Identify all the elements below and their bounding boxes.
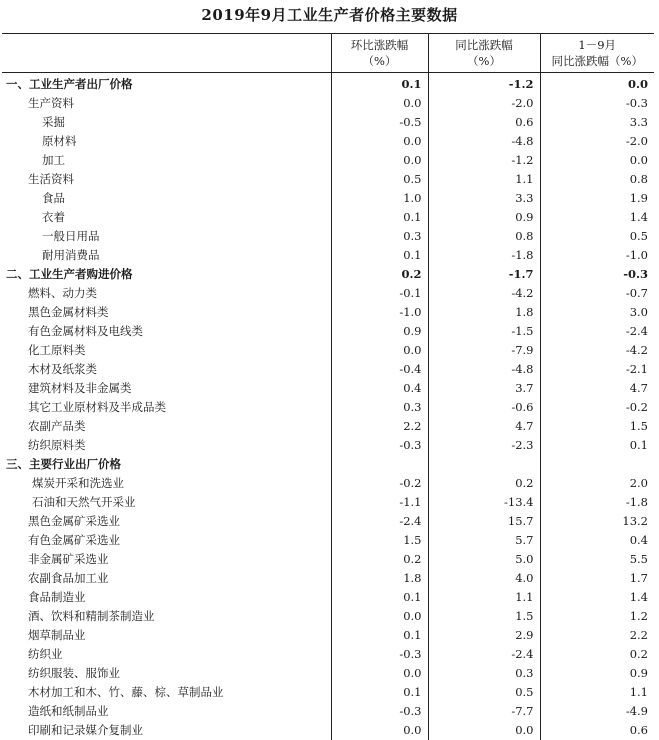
row-label: 黑色金属矿采选业 bbox=[2, 512, 331, 531]
row-label: 烟草制品业 bbox=[2, 626, 331, 645]
ytd-value: 0.6 bbox=[540, 721, 654, 740]
mom-value: 0.0 bbox=[331, 132, 428, 151]
yoy-value: -1.5 bbox=[428, 322, 540, 341]
mom-value: 1.0 bbox=[331, 189, 428, 208]
header-yoy-line1: 同比涨跌幅 bbox=[429, 37, 540, 53]
mom-value: 0.0 bbox=[331, 94, 428, 113]
yoy-value: 0.5 bbox=[428, 683, 540, 702]
mom-value: -0.5 bbox=[331, 113, 428, 132]
mom-value: 0.1 bbox=[331, 626, 428, 645]
table-row bbox=[2, 94, 654, 113]
table-row bbox=[2, 170, 654, 189]
mom-value: 0.0 bbox=[331, 151, 428, 170]
row-label: 建筑材料及非金属类 bbox=[2, 379, 331, 398]
ytd-value: 1.2 bbox=[540, 607, 654, 626]
ytd-value: 1.4 bbox=[540, 588, 654, 607]
mom-value: 0.1 bbox=[331, 246, 428, 265]
table-header bbox=[2, 34, 654, 73]
table-row bbox=[2, 702, 654, 721]
table-row bbox=[2, 398, 654, 417]
ytd-value: 3.3 bbox=[540, 113, 654, 132]
yoy-value: -0.6 bbox=[428, 398, 540, 417]
header-ytd-line1: 1－9月 bbox=[541, 37, 655, 53]
row-label: 燃料、动力类 bbox=[2, 284, 331, 303]
yoy-value: -1.2 bbox=[428, 151, 540, 170]
yoy-value: 5.0 bbox=[428, 550, 540, 569]
table-row bbox=[2, 73, 654, 95]
table-row bbox=[2, 436, 654, 455]
table-row bbox=[2, 493, 654, 512]
row-label: 二、工业生产者购进价格 bbox=[2, 265, 331, 284]
table-row bbox=[2, 132, 654, 151]
yoy-value: 0.9 bbox=[428, 208, 540, 227]
mom-value: 2.2 bbox=[331, 417, 428, 436]
ytd-value: 0.9 bbox=[540, 664, 654, 683]
ytd-value: 1.1 bbox=[540, 683, 654, 702]
mom-value bbox=[331, 455, 428, 474]
mom-value: 0.1 bbox=[331, 208, 428, 227]
mom-value: -0.3 bbox=[331, 702, 428, 721]
table-row bbox=[2, 531, 654, 550]
yoy-value: 0.0 bbox=[428, 721, 540, 740]
mom-value: 0.9 bbox=[331, 322, 428, 341]
mom-value: 0.2 bbox=[331, 550, 428, 569]
ytd-value: -2.0 bbox=[540, 132, 654, 151]
row-label: 生活资料 bbox=[2, 170, 331, 189]
row-label: 原材料 bbox=[2, 132, 331, 151]
yoy-value: -7.7 bbox=[428, 702, 540, 721]
table-row bbox=[2, 417, 654, 436]
header-yoy-column bbox=[428, 34, 540, 73]
table-row bbox=[2, 474, 654, 493]
mom-value: 0.2 bbox=[331, 265, 428, 284]
row-label: 农副食品加工业 bbox=[2, 569, 331, 588]
table-row bbox=[2, 588, 654, 607]
table-body bbox=[2, 73, 654, 740]
yoy-value: 1.8 bbox=[428, 303, 540, 322]
yoy-value: 0.2 bbox=[428, 474, 540, 493]
ytd-value: 1.5 bbox=[540, 417, 654, 436]
row-label: 石油和天然气开采业 bbox=[2, 493, 331, 512]
row-label: 煤炭开采和洗选业 bbox=[2, 474, 331, 493]
mom-value: 0.0 bbox=[331, 721, 428, 740]
header-yoy-line2: （%） bbox=[429, 53, 540, 69]
table-row bbox=[2, 227, 654, 246]
yoy-value: -7.9 bbox=[428, 341, 540, 360]
table-row bbox=[2, 303, 654, 322]
row-label: 其它工业原材料及半成品类 bbox=[2, 398, 331, 417]
row-label: 造纸和纸制品业 bbox=[2, 702, 331, 721]
price-data-table bbox=[2, 33, 654, 740]
yoy-value: 4.7 bbox=[428, 417, 540, 436]
mom-value: -1.1 bbox=[331, 493, 428, 512]
header-mom-column bbox=[331, 34, 428, 73]
table-row bbox=[2, 265, 654, 284]
header-ytd-line2: 同比涨跌幅（%） bbox=[541, 53, 655, 69]
mom-value: -1.0 bbox=[331, 303, 428, 322]
ytd-value: -4.2 bbox=[540, 341, 654, 360]
ytd-value: -0.2 bbox=[540, 398, 654, 417]
ytd-value: -4.9 bbox=[540, 702, 654, 721]
ytd-value: 0.2 bbox=[540, 645, 654, 664]
row-label: 木材加工和木、竹、藤、棕、草制品业 bbox=[2, 683, 331, 702]
mom-value: 0.0 bbox=[331, 607, 428, 626]
row-label: 酒、饮料和精制茶制造业 bbox=[2, 607, 331, 626]
mom-value: 0.0 bbox=[331, 664, 428, 683]
yoy-value: 1.1 bbox=[428, 588, 540, 607]
yoy-value: 3.7 bbox=[428, 379, 540, 398]
ytd-value: -2.1 bbox=[540, 360, 654, 379]
table-row bbox=[2, 550, 654, 569]
yoy-value: -4.8 bbox=[428, 360, 540, 379]
row-label: 食品制造业 bbox=[2, 588, 331, 607]
mom-value: 0.1 bbox=[331, 588, 428, 607]
mom-value: 0.3 bbox=[331, 227, 428, 246]
ytd-value: -0.3 bbox=[540, 265, 654, 284]
row-label: 生产资料 bbox=[2, 94, 331, 113]
table-row bbox=[2, 721, 654, 740]
row-label: 纺织业 bbox=[2, 645, 331, 664]
table-row bbox=[2, 379, 654, 398]
ytd-value: 2.0 bbox=[540, 474, 654, 493]
table-row bbox=[2, 284, 654, 303]
yoy-value: -4.8 bbox=[428, 132, 540, 151]
table-row bbox=[2, 151, 654, 170]
header-mom-line2: （%） bbox=[332, 53, 428, 69]
mom-value: 0.1 bbox=[331, 683, 428, 702]
mom-value: 0.0 bbox=[331, 341, 428, 360]
ytd-value: 0.8 bbox=[540, 170, 654, 189]
table-row bbox=[2, 341, 654, 360]
table-row bbox=[2, 645, 654, 664]
row-label: 纺织原料类 bbox=[2, 436, 331, 455]
mom-value: 0.1 bbox=[331, 73, 428, 95]
ytd-value: -0.3 bbox=[540, 94, 654, 113]
ytd-value: -0.7 bbox=[540, 284, 654, 303]
yoy-value: 0.8 bbox=[428, 227, 540, 246]
yoy-value: -13.4 bbox=[428, 493, 540, 512]
row-label: 木材及纸浆类 bbox=[2, 360, 331, 379]
table-row bbox=[2, 455, 654, 474]
yoy-value: 3.3 bbox=[428, 189, 540, 208]
ytd-value: -1.0 bbox=[540, 246, 654, 265]
ytd-value bbox=[540, 455, 654, 474]
mom-value: -0.3 bbox=[331, 645, 428, 664]
mom-value: 0.5 bbox=[331, 170, 428, 189]
mom-value: 0.4 bbox=[331, 379, 428, 398]
yoy-value: 5.7 bbox=[428, 531, 540, 550]
table-row bbox=[2, 683, 654, 702]
ytd-value: 13.2 bbox=[540, 512, 654, 531]
ytd-value: 2.2 bbox=[540, 626, 654, 645]
yoy-value: 0.6 bbox=[428, 113, 540, 132]
ytd-value: 3.0 bbox=[540, 303, 654, 322]
ytd-value: 4.7 bbox=[540, 379, 654, 398]
table-row bbox=[2, 246, 654, 265]
ytd-value: -1.8 bbox=[540, 493, 654, 512]
ytd-value: 5.5 bbox=[540, 550, 654, 569]
row-label: 农副产品类 bbox=[2, 417, 331, 436]
ytd-value: 0.4 bbox=[540, 531, 654, 550]
table-row bbox=[2, 189, 654, 208]
yoy-value: 0.3 bbox=[428, 664, 540, 683]
row-label: 三、主要行业出厂价格 bbox=[2, 455, 331, 474]
mom-value: -2.4 bbox=[331, 512, 428, 531]
yoy-value: -1.8 bbox=[428, 246, 540, 265]
mom-value: 1.8 bbox=[331, 569, 428, 588]
row-label: 非金属矿采选业 bbox=[2, 550, 331, 569]
table-row bbox=[2, 512, 654, 531]
table-row bbox=[2, 626, 654, 645]
yoy-value: -2.0 bbox=[428, 94, 540, 113]
table-row bbox=[2, 322, 654, 341]
row-label: 纺织服装、服饰业 bbox=[2, 664, 331, 683]
table-row bbox=[2, 569, 654, 588]
mom-value: -0.3 bbox=[331, 436, 428, 455]
yoy-value: -4.2 bbox=[428, 284, 540, 303]
yoy-value: 15.7 bbox=[428, 512, 540, 531]
yoy-value: -1.7 bbox=[428, 265, 540, 284]
mom-value: 1.5 bbox=[331, 531, 428, 550]
yoy-value: -2.3 bbox=[428, 436, 540, 455]
yoy-value: 4.0 bbox=[428, 569, 540, 588]
row-label: 一、工业生产者出厂价格 bbox=[2, 73, 331, 95]
ytd-value: 0.5 bbox=[540, 227, 654, 246]
yoy-value: -1.2 bbox=[428, 73, 540, 95]
mom-value: -0.2 bbox=[331, 474, 428, 493]
row-label: 一般日用品 bbox=[2, 227, 331, 246]
table-row bbox=[2, 607, 654, 626]
table-row bbox=[2, 113, 654, 132]
yoy-value: -2.4 bbox=[428, 645, 540, 664]
yoy-value bbox=[428, 455, 540, 474]
page-title: 2019年9月工业生产者价格主要数据 bbox=[0, 4, 659, 25]
row-label: 有色金属材料及电线类 bbox=[2, 322, 331, 341]
yoy-value: 2.9 bbox=[428, 626, 540, 645]
ytd-value: 0.1 bbox=[540, 436, 654, 455]
ytd-value: 0.0 bbox=[540, 73, 654, 95]
ytd-value: -2.4 bbox=[540, 322, 654, 341]
ytd-value: 1.9 bbox=[540, 189, 654, 208]
mom-value: 0.3 bbox=[331, 398, 428, 417]
row-label: 有色金属矿采选业 bbox=[2, 531, 331, 550]
row-label: 衣着 bbox=[2, 208, 331, 227]
yoy-value: 1.1 bbox=[428, 170, 540, 189]
ytd-value: 1.7 bbox=[540, 569, 654, 588]
row-label: 化工原料类 bbox=[2, 341, 331, 360]
header-item-column bbox=[2, 34, 331, 73]
mom-value: -0.4 bbox=[331, 360, 428, 379]
yoy-value: 1.5 bbox=[428, 607, 540, 626]
table-row bbox=[2, 208, 654, 227]
row-label: 采掘 bbox=[2, 113, 331, 132]
header-ytd-column bbox=[540, 34, 654, 73]
header-mom-line1: 环比涨跌幅 bbox=[332, 37, 428, 53]
row-label: 食品 bbox=[2, 189, 331, 208]
ytd-value: 1.4 bbox=[540, 208, 654, 227]
mom-value: -0.1 bbox=[331, 284, 428, 303]
table-row bbox=[2, 360, 654, 379]
ytd-value: 0.0 bbox=[540, 151, 654, 170]
row-label: 黑色金属材料类 bbox=[2, 303, 331, 322]
row-label: 耐用消费品 bbox=[2, 246, 331, 265]
table-row bbox=[2, 664, 654, 683]
row-label: 印刷和记录媒介复制业 bbox=[2, 721, 331, 740]
row-label: 加工 bbox=[2, 151, 331, 170]
